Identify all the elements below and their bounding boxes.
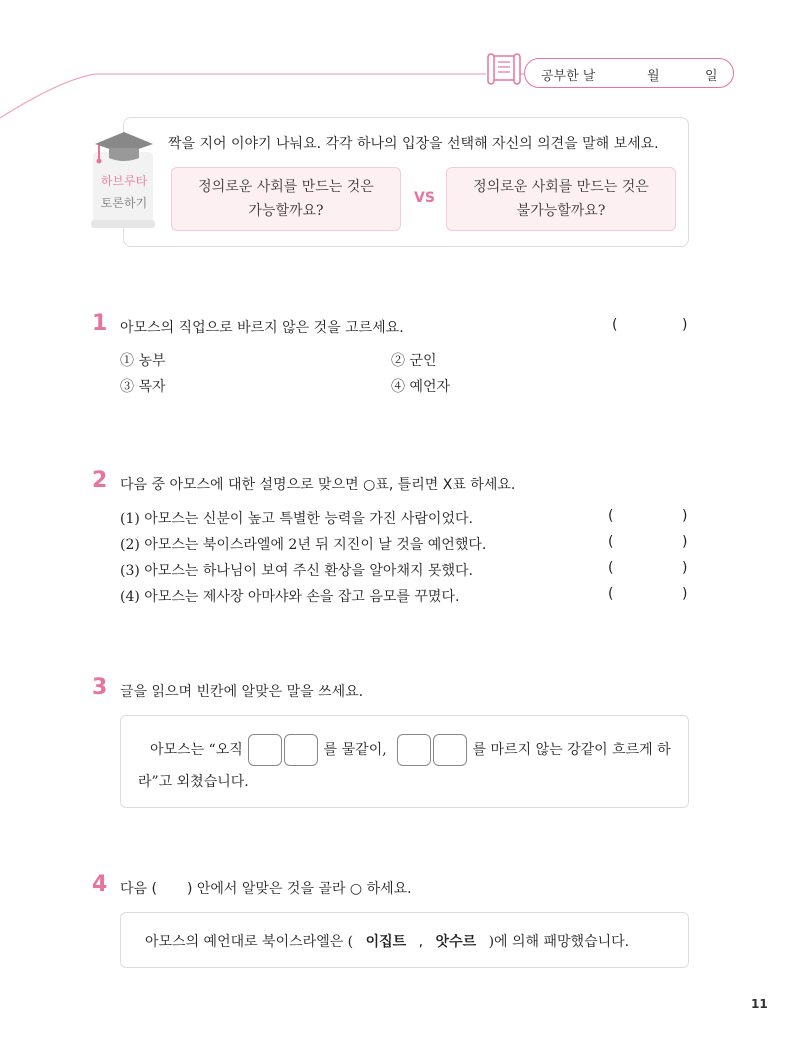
blank-input-1b[interactable]	[284, 734, 318, 766]
study-date-box	[524, 58, 734, 88]
day-label: 일	[705, 69, 718, 84]
choice-3[interactable]: ③ 목자	[120, 379, 166, 395]
sentence-start: 아모스의 예언대로 북이스라엘은 (	[145, 934, 354, 950]
blank-input-1a[interactable]	[248, 734, 282, 766]
scroll-icon	[486, 52, 524, 86]
option-b-line2: 불가능할까요?	[516, 203, 606, 219]
blank-text-part2: 를 물같이,	[323, 742, 387, 758]
choice-sentence	[145, 931, 629, 951]
blank-input-2a[interactable]	[397, 734, 431, 766]
debate-option-impossible	[446, 167, 676, 231]
blank-text-part3: 를 마르지 않는 강같이 흐르게 하	[472, 742, 671, 758]
option-a-line2: 가능할까요?	[248, 203, 324, 219]
choice-1[interactable]: ① 농부	[120, 353, 166, 369]
versus-label: VS	[414, 190, 435, 206]
question-1-text: 아모스의 직업으로 바르지 않은 것을 고르세요.	[120, 320, 404, 336]
option-b-line1: 정의로운 사회를 만드는 것은	[473, 179, 649, 195]
badge-subtitle: 토론하기	[100, 196, 148, 210]
answer-paren-open: (	[608, 508, 614, 524]
sentence-end: )에 의해 패망했습니다.	[488, 934, 630, 950]
statement-1: (1) 아모스는 신분이 높고 특별한 능력을 가진 사람이었다.	[120, 511, 473, 527]
q4-text-before: 다음 (	[120, 881, 157, 897]
page-number: 11	[751, 997, 768, 1011]
answer-paren-close: )	[682, 534, 688, 550]
blank-input-2b[interactable]	[433, 734, 467, 766]
statement-2: (2) 아모스는 북이스라엘에 2년 뒤 지진이 날 것을 예언했다.	[120, 537, 487, 553]
answer-paren-close: )	[682, 586, 688, 602]
question-2-number: 2	[92, 468, 108, 493]
answer-paren-open: (	[608, 586, 614, 602]
study-date-label: 공부한 날	[541, 69, 596, 84]
question-4-text	[120, 878, 412, 898]
month-label: 월	[647, 69, 660, 84]
answer-paren-close: )	[682, 508, 688, 524]
question-2-text: 다음 중 아모스에 대한 설명으로 맞으면 ○표, 틀리면 X표 하세요.	[120, 477, 516, 493]
question-1-number: 1	[92, 311, 108, 336]
answer-paren-close: )	[682, 560, 688, 576]
badge-title: 하브루타	[100, 174, 148, 188]
answer-paren-open: (	[608, 560, 614, 576]
debate-instruction: 짝을 지어 이야기 나눠요. 각각 하나의 입장을 선택해 자신의 의견을 말해 보세요.	[168, 136, 659, 152]
choice-assyria[interactable]: 앗수르	[435, 934, 477, 950]
fill-blank-line-1	[150, 733, 671, 767]
answer-paren-open: (	[608, 534, 614, 550]
question-3-number: 3	[92, 675, 108, 700]
choice-egypt[interactable]: 이집트	[365, 934, 407, 950]
choice-2[interactable]: ② 군인	[391, 353, 437, 369]
q4-text-after: ) 안에서 알맞은 것을 골라 ○ 하세요.	[186, 881, 412, 897]
statement-3: (3) 아모스는 하나님이 보여 주신 환상을 알아채지 못했다.	[120, 563, 473, 579]
option-a-line1: 정의로운 사회를 만드는 것은	[198, 179, 374, 195]
debate-option-possible	[171, 167, 401, 231]
question-4-number: 4	[92, 872, 108, 897]
fill-blank-line-2: 라”고 외쳤습니다.	[138, 774, 249, 790]
blank-text-part1: 아모스는 “오직	[150, 742, 243, 758]
statement-4: (4) 아모스는 제사장 아마샤와 손을 잡고 음모를 꾸몄다.	[120, 589, 460, 605]
choice-separator: ,	[418, 934, 424, 950]
choice-4[interactable]: ④ 예언자	[391, 379, 451, 395]
question-3-text: 글을 읽으며 빈칸에 알맞은 말을 쓰세요.	[120, 684, 364, 700]
answer-paren-close: )	[682, 317, 688, 333]
answer-paren-open: (	[612, 317, 618, 333]
